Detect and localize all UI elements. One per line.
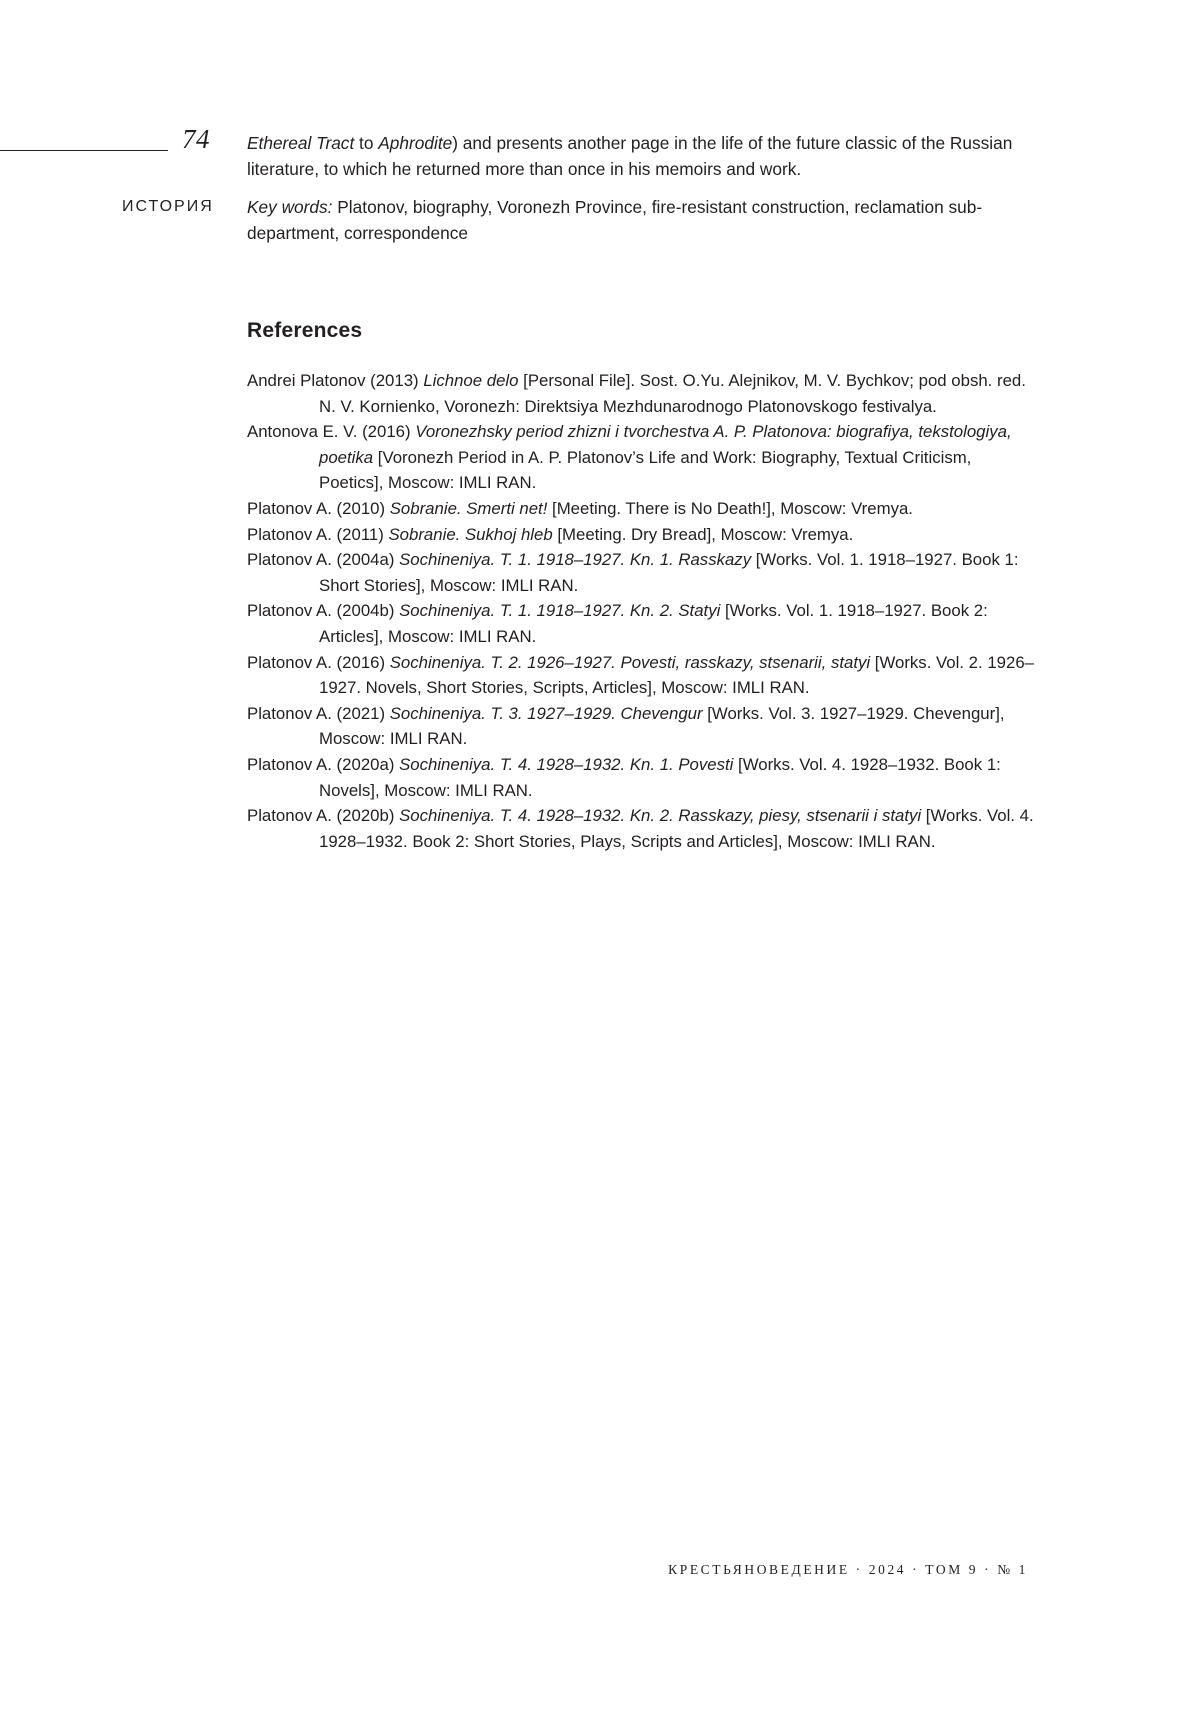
reference-author: Platonov A. (2020b) <box>247 806 400 826</box>
reference-item <box>247 522 1037 548</box>
reference-details: [Works. Vol. 4. 1928–1932. Book 2: Short Stories, Plays, Scripts and Articles], Moscow: IMLI RAN. <box>319 806 1034 851</box>
reference-title: Sochineniya. T. 4. 1928–1932. Kn. 1. Povesti <box>399 754 734 774</box>
reference-author: Andrei Platonov (2013) <box>247 371 424 390</box>
reference-item <box>247 368 1037 419</box>
reference-author: Platonov A. (2020a) <box>247 754 400 774</box>
main-content <box>247 130 1037 854</box>
abstract-text: ) and presents another page in the life of the future classic of the Russian literature, to which he returned more than once in his memoirs and work. <box>247 133 1013 179</box>
keywords-label: Key words: <box>247 197 333 217</box>
header-rule <box>0 150 168 151</box>
reference-details: [Works. Vol. 1. 1918–1927. Book 1: Short Stories], Moscow: IMLI RAN. <box>319 550 1019 595</box>
reference-author: Platonov A. (2010) <box>247 498 390 518</box>
abstract-title-ethereal-tract: Ethereal Tract <box>247 133 355 153</box>
references-list <box>247 368 1037 854</box>
reference-author: Platonov A. (2011) <box>247 524 389 544</box>
reference-details: [Meeting. Dry Bread], Moscow: Vremya. <box>552 524 854 544</box>
journal-footer: КРЕСТЬЯНОВЕДЕНИЕ · 2024 · ТОМ 9 · № 1 <box>668 1562 1028 1577</box>
reference-title: Sobranie. Sukhoj hleb <box>388 524 553 544</box>
reference-author: Platonov A. (2004a) <box>247 550 400 570</box>
reference-item <box>247 803 1037 854</box>
reference-title: Sochineniya. T. 1. 1918–1927. Kn. 2. Statyi <box>399 601 721 621</box>
reference-details: [Works. Vol. 2. 1926–1927. Novels, Short Stories, Scripts, Articles], Moscow: IMLI RAN. <box>319 652 1034 698</box>
reference-title: Sochineniya. T. 2. 1926–1927. Povesti, rasskazy, stsenarii, statyi <box>389 652 871 672</box>
reference-details: [Meeting. There is No Death!], Moscow: Vremya. <box>547 498 913 518</box>
abstract-tail <box>247 130 1037 182</box>
reference-details: [Works. Vol. 1. 1918–1927. Book 2: Articles], Moscow: IMLI RAN. <box>319 601 988 646</box>
abstract-title-aphrodite: Aphrodite <box>378 133 453 153</box>
reference-author: Platonov A. (2016) <box>247 652 390 672</box>
reference-details: [Works. Vol. 4. 1928–1932. Book 1: Novels], Moscow: IMLI RAN. <box>319 754 1001 800</box>
reference-item <box>247 419 1037 496</box>
references-heading: References <box>247 319 363 342</box>
reference-title: Sobranie. Smerti net! <box>389 498 548 518</box>
reference-details: [Works. Vol. 3. 1927–1929. Chevengur], Moscow: IMLI RAN. <box>319 703 1005 749</box>
reference-title: Sochineniya. T. 4. 1928–1932. Kn. 2. Rasskazy, piesy, stsenarii i statyi <box>399 806 922 826</box>
reference-author: Platonov A. (2004b) <box>247 601 400 621</box>
reference-details: [Personal File]. Sost. O.Yu. Alejnikov, M. V. Bychkov; pod obsh. red. N. V. Kornienko, Voronezh: Direktsiya Mezhdunarodnogo Platonovskogo festivalya. <box>319 371 1026 416</box>
reference-author: Platonov A. (2021) <box>247 703 390 723</box>
reference-item <box>247 496 1037 522</box>
keywords-text: Platonov, biography, Voronezh Province, fire-resistant construction, reclamation sub-department, correspondence <box>247 197 983 243</box>
page-number: 74 <box>182 124 210 154</box>
reference-title: Lichnoe delo <box>423 371 519 390</box>
reference-title: Sochineniya. T. 1. 1918–1927. Kn. 1. Rasskazy <box>399 550 752 570</box>
section-label: ИСТОРИЯ <box>122 198 214 215</box>
reference-author: Antonova E. V. (2016) <box>247 422 416 442</box>
reference-title: Sochineniya. T. 3. 1927–1929. Chevengur <box>389 703 703 723</box>
reference-item <box>247 701 1037 752</box>
abstract-text: to <box>354 133 379 153</box>
reference-item <box>247 752 1037 803</box>
reference-item <box>247 547 1037 598</box>
reference-title: Voronezhsky period zhizni i tvorchestva A. P. Platonova: biografiya, tekstologiya, poetika <box>319 422 1012 467</box>
reference-details: [Voronezh Period in A. P. Platonov’s Life and Work: Biography, Textual Criticism, Poetics], Moscow: IMLI RAN. <box>319 447 972 493</box>
reference-item <box>247 598 1037 649</box>
reference-item <box>247 650 1037 701</box>
keywords <box>247 194 1037 246</box>
